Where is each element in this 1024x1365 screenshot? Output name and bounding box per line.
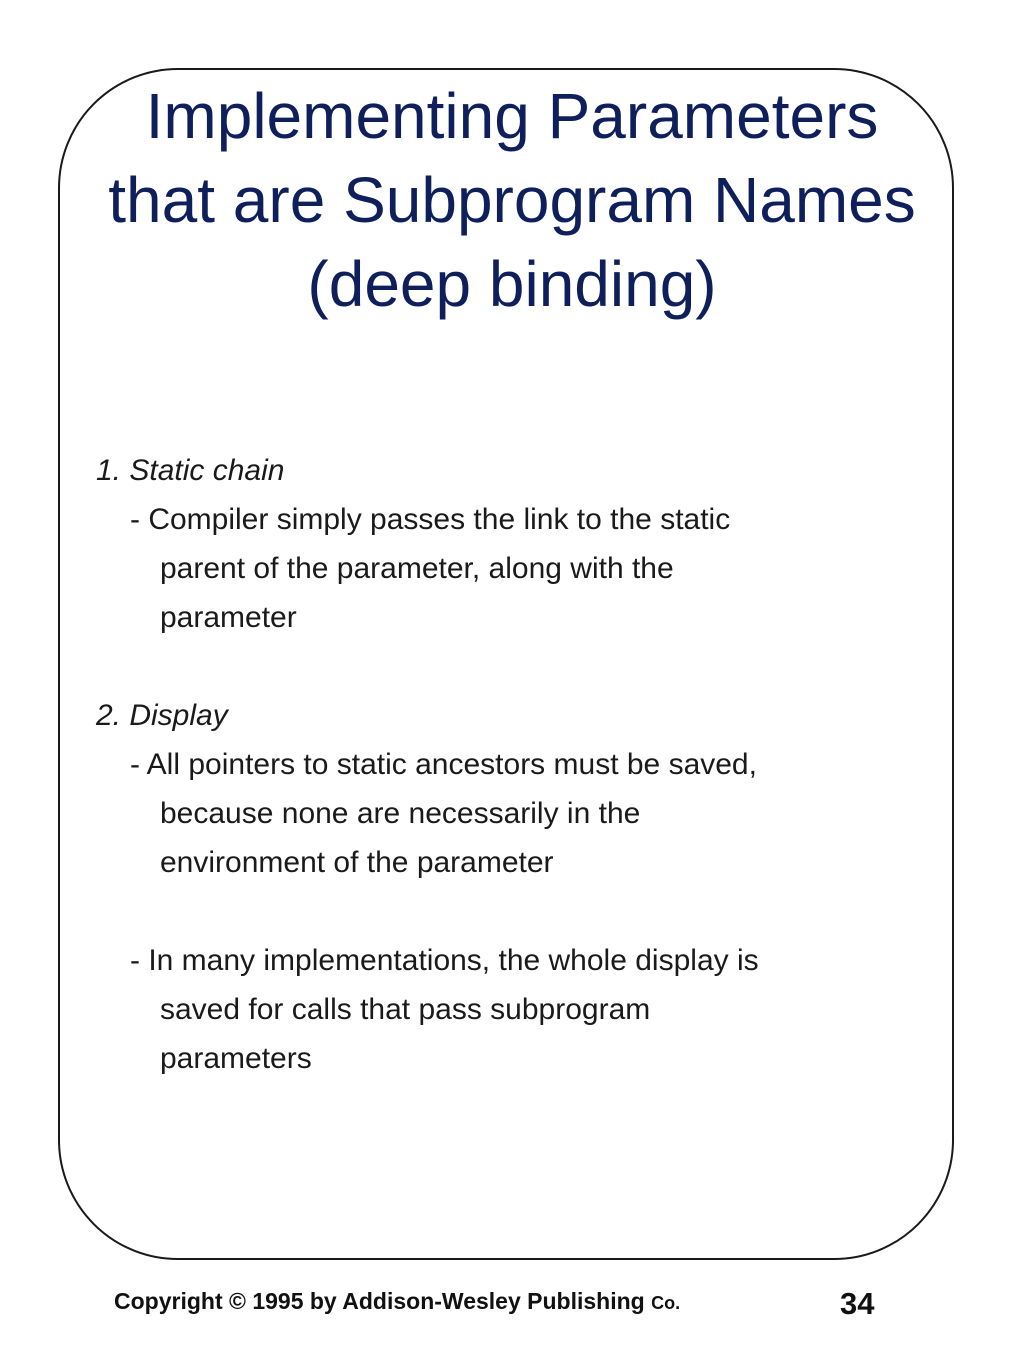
bullet-continuation-line: parameters — [160, 1042, 312, 1075]
spacer — [96, 642, 896, 691]
bullet-first-line: - All pointers to static ancestors must be saved, — [130, 748, 757, 781]
bullet-continuation-line: parent of the parameter, along with the — [160, 552, 674, 585]
copyright-footer — [114, 1288, 680, 1315]
bullet-continuation-line: because none are necessarily in the — [160, 797, 641, 830]
section-heading-static-chain: 1. Static chain — [96, 454, 285, 487]
copyright-text: Copyright © 1995 by Addison-Wesley Publishing — [114, 1288, 645, 1314]
copyright-suffix: Co. — [651, 1293, 681, 1313]
bullet-first-line: - In many implementations, the whole display is — [130, 944, 759, 977]
slide-title — [40, 74, 984, 326]
spacer — [96, 887, 896, 936]
bullet-continuation-line: environment of the parameter — [160, 846, 554, 879]
title-line-1: Implementing Parameters — [145, 80, 879, 152]
title-line-2: that are Subprogram Names — [108, 164, 916, 236]
slide-body — [96, 446, 896, 1083]
bullet-continuation-line: saved for calls that pass subprogram — [160, 993, 651, 1026]
section-heading-display: 2. Display — [96, 699, 228, 732]
bullet-continuation-line: parameter — [160, 601, 297, 634]
page-number: 34 — [840, 1286, 875, 1321]
title-line-3: (deep binding) — [307, 248, 717, 320]
bullet-first-line: - Compiler simply passes the link to the static — [130, 503, 731, 536]
